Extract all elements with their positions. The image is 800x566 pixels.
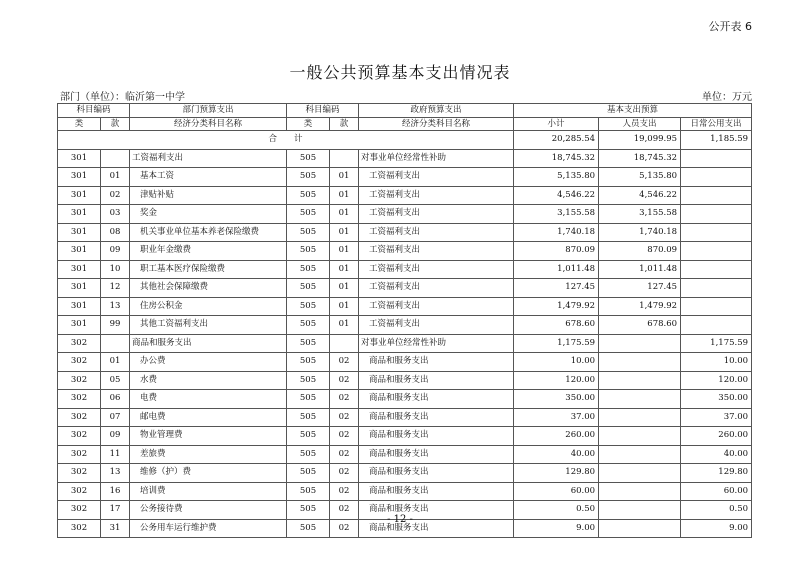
cell-lei: 301 (58, 279, 101, 298)
cell-kuan: 06 (101, 390, 130, 409)
cell-econ-name: 职工基本医疗保险缴费 (130, 260, 287, 279)
cell-gov-econ-name: 工资福利支出 (359, 205, 514, 224)
cell-gov-lei: 505 (287, 260, 330, 279)
header-dept-code: 科目编码 (58, 104, 130, 118)
cell-lei: 302 (58, 390, 101, 409)
table-row (58, 205, 752, 224)
cell-gov-kuan: 01 (330, 205, 359, 224)
cell-subtotal: 4,546.22 (514, 186, 599, 205)
cell-gov-kuan: 01 (330, 279, 359, 298)
table-row (58, 482, 752, 501)
cell-personnel (599, 464, 681, 483)
cell-econ-name: 差旅费 (130, 445, 287, 464)
table-row (58, 445, 752, 464)
cell-subtotal: 37.00 (514, 408, 599, 427)
cell-econ-name: 维修（护）费 (130, 464, 287, 483)
cell-gov-kuan: 02 (330, 390, 359, 409)
cell-gov-econ-name: 商品和服务支出 (359, 390, 514, 409)
cell-econ-name: 办公费 (130, 353, 287, 372)
cell-gov-kuan: 02 (330, 427, 359, 446)
header-basic-expense: 基本支出预算 (514, 104, 752, 118)
cell-gov-lei: 505 (287, 297, 330, 316)
cell-lei: 302 (58, 427, 101, 446)
cell-kuan: 09 (101, 242, 130, 261)
cell-gov-econ-name: 工资福利支出 (359, 186, 514, 205)
table-row (58, 223, 752, 242)
cell-gov-kuan: 02 (330, 353, 359, 372)
cell-kuan: 07 (101, 408, 130, 427)
cell-personnel (599, 482, 681, 501)
header-econ-name: 经济分类科目名称 (130, 117, 287, 131)
cell-gov-lei: 505 (287, 501, 330, 520)
cell-daily (681, 279, 752, 298)
cell-subtotal: 3,155.58 (514, 205, 599, 224)
cell-gov-econ-name: 商品和服务支出 (359, 408, 514, 427)
table-row (58, 316, 752, 335)
header-lei: 类 (58, 117, 101, 131)
header-dept-expense: 部门预算支出 (130, 104, 287, 118)
cell-kuan: 09 (101, 427, 130, 446)
cell-gov-lei: 505 (287, 149, 330, 168)
cell-gov-econ-name: 对事业单位经常性补助 (359, 149, 514, 168)
cell-subtotal: 129.80 (514, 464, 599, 483)
cell-gov-econ-name: 工资福利支出 (359, 297, 514, 316)
cell-subtotal: 1,479.92 (514, 297, 599, 316)
cell-subtotal: 40.00 (514, 445, 599, 464)
cell-daily: 260.00 (681, 427, 752, 446)
cell-daily (681, 316, 752, 335)
cell-kuan: 01 (101, 168, 130, 187)
cell-gov-econ-name: 工资福利支出 (359, 242, 514, 261)
page-number: - 12 - (387, 514, 413, 525)
cell-gov-econ-name: 商品和服务支出 (359, 464, 514, 483)
cell-lei: 301 (58, 260, 101, 279)
cell-daily: 40.00 (681, 445, 752, 464)
cell-personnel: 1,479.92 (599, 297, 681, 316)
cell-gov-econ-name: 工资福利支出 (359, 279, 514, 298)
cell-gov-econ-name: 商品和服务支出 (359, 445, 514, 464)
cell-kuan: 11 (101, 445, 130, 464)
cell-gov-econ-name: 商品和服务支出 (359, 482, 514, 501)
cell-daily (681, 260, 752, 279)
cell-econ-name: 职业年金缴费 (130, 242, 287, 261)
cell-lei: 302 (58, 464, 101, 483)
budget-table (57, 103, 752, 538)
cell-kuan (101, 149, 130, 168)
cell-subtotal: 0.50 (514, 501, 599, 520)
cell-econ-name: 商品和服务支出 (130, 334, 287, 353)
cell-gov-lei: 505 (287, 223, 330, 242)
cell-gov-econ-name: 商品和服务支出 (359, 501, 514, 520)
table-number: 公开表 6 (708, 20, 752, 33)
cell-gov-lei: 505 (287, 242, 330, 261)
cell-subtotal: 127.45 (514, 279, 599, 298)
cell-daily (681, 186, 752, 205)
cell-personnel: 3,155.58 (599, 205, 681, 224)
cell-kuan: 99 (101, 316, 130, 335)
cell-personnel (599, 445, 681, 464)
cell-gov-kuan: 02 (330, 371, 359, 390)
cell-gov-kuan: 02 (330, 501, 359, 520)
cell-gov-lei: 505 (287, 445, 330, 464)
table-row (58, 371, 752, 390)
cell-daily (681, 297, 752, 316)
cell-econ-name: 工资福利支出 (130, 149, 287, 168)
cell-gov-lei: 505 (287, 168, 330, 187)
cell-personnel (599, 334, 681, 353)
table-row (58, 408, 752, 427)
cell-gov-kuan: 02 (330, 482, 359, 501)
cell-gov-kuan: 01 (330, 168, 359, 187)
table-row (58, 168, 752, 187)
cell-gov-lei: 505 (287, 390, 330, 409)
cell-econ-name: 水费 (130, 371, 287, 390)
cell-lei: 301 (58, 223, 101, 242)
cell-gov-econ-name: 工资福利支出 (359, 260, 514, 279)
cell-kuan: 05 (101, 371, 130, 390)
table-row (58, 464, 752, 483)
cell-lei: 301 (58, 316, 101, 335)
cell-daily (681, 223, 752, 242)
cell-gov-kuan (330, 334, 359, 353)
cell-daily: 60.00 (681, 482, 752, 501)
cell-gov-econ-name: 工资福利支出 (359, 316, 514, 335)
cell-kuan: 13 (101, 297, 130, 316)
cell-gov-lei: 505 (287, 371, 330, 390)
cell-econ-name: 住房公积金 (130, 297, 287, 316)
cell-lei: 302 (58, 519, 101, 538)
cell-personnel (599, 390, 681, 409)
cell-personnel (599, 408, 681, 427)
cell-gov-lei: 505 (287, 427, 330, 446)
table-row (58, 334, 752, 353)
cell-daily: 0.50 (681, 501, 752, 520)
table-row (58, 242, 752, 261)
header-gov-econ-name: 经济分类科目名称 (359, 117, 514, 131)
table-row (58, 297, 752, 316)
cell-econ-name: 公务用车运行维护费 (130, 519, 287, 538)
cell-personnel: 18,745.32 (599, 149, 681, 168)
header-kuan: 款 (101, 117, 130, 131)
table-row (58, 427, 752, 446)
cell-personnel: 127.45 (599, 279, 681, 298)
cell-econ-name: 奖金 (130, 205, 287, 224)
cell-daily: 1,175.59 (681, 334, 752, 353)
header-gov-expense: 政府预算支出 (359, 104, 514, 118)
cell-subtotal: 678.60 (514, 316, 599, 335)
total-personnel: 19,099.95 (599, 131, 681, 150)
cell-econ-name: 物业管理费 (130, 427, 287, 446)
cell-gov-kuan: 02 (330, 464, 359, 483)
cell-subtotal: 10.00 (514, 353, 599, 372)
cell-daily: 120.00 (681, 371, 752, 390)
cell-gov-econ-name: 工资福利支出 (359, 223, 514, 242)
header-gov-code: 科目编码 (287, 104, 359, 118)
cell-gov-kuan: 01 (330, 186, 359, 205)
cell-subtotal: 260.00 (514, 427, 599, 446)
cell-lei: 301 (58, 149, 101, 168)
cell-kuan (101, 334, 130, 353)
cell-econ-name: 其他社会保障缴费 (130, 279, 287, 298)
cell-daily: 37.00 (681, 408, 752, 427)
total-row (58, 131, 752, 150)
cell-kuan: 31 (101, 519, 130, 538)
table-row (58, 186, 752, 205)
cell-daily: 129.80 (681, 464, 752, 483)
cell-econ-name: 津贴补贴 (130, 186, 287, 205)
cell-kuan: 10 (101, 260, 130, 279)
cell-gov-econ-name: 对事业单位经常性补助 (359, 334, 514, 353)
table-row (58, 390, 752, 409)
cell-subtotal: 1,011.48 (514, 260, 599, 279)
cell-econ-name: 电费 (130, 390, 287, 409)
cell-subtotal: 9.00 (514, 519, 599, 538)
cell-gov-lei: 505 (287, 519, 330, 538)
cell-lei: 302 (58, 501, 101, 520)
cell-econ-name: 培训费 (130, 482, 287, 501)
cell-kuan: 16 (101, 482, 130, 501)
cell-personnel: 678.60 (599, 316, 681, 335)
cell-subtotal: 1,175.59 (514, 334, 599, 353)
header-gov-lei: 类 (287, 117, 330, 131)
cell-subtotal: 120.00 (514, 371, 599, 390)
cell-kuan: 08 (101, 223, 130, 242)
cell-subtotal: 870.09 (514, 242, 599, 261)
cell-lei: 301 (58, 297, 101, 316)
cell-lei: 301 (58, 242, 101, 261)
cell-kuan: 17 (101, 501, 130, 520)
cell-gov-lei: 505 (287, 186, 330, 205)
cell-lei: 302 (58, 371, 101, 390)
cell-kuan: 02 (101, 186, 130, 205)
table-row (58, 279, 752, 298)
cell-kuan: 12 (101, 279, 130, 298)
cell-subtotal: 5,135.80 (514, 168, 599, 187)
cell-gov-kuan: 02 (330, 408, 359, 427)
cell-gov-lei: 505 (287, 482, 330, 501)
cell-gov-econ-name: 商品和服务支出 (359, 353, 514, 372)
cell-daily: 350.00 (681, 390, 752, 409)
cell-gov-kuan: 01 (330, 316, 359, 335)
cell-gov-kuan: 02 (330, 445, 359, 464)
cell-gov-kuan: 01 (330, 260, 359, 279)
cell-lei: 302 (58, 408, 101, 427)
cell-econ-name: 机关事业单位基本养老保险缴费 (130, 223, 287, 242)
cell-lei: 302 (58, 334, 101, 353)
cell-subtotal: 1,740.18 (514, 223, 599, 242)
header-personnel: 人员支出 (599, 117, 681, 131)
cell-daily: 9.00 (681, 519, 752, 538)
table-row (58, 353, 752, 372)
header-subtotal: 小计 (514, 117, 599, 131)
cell-gov-lei: 505 (287, 205, 330, 224)
table-row (58, 260, 752, 279)
cell-subtotal: 60.00 (514, 482, 599, 501)
cell-lei: 301 (58, 168, 101, 187)
cell-gov-econ-name: 商品和服务支出 (359, 371, 514, 390)
cell-gov-lei: 505 (287, 279, 330, 298)
cell-gov-kuan: 02 (330, 519, 359, 538)
cell-daily: 10.00 (681, 353, 752, 372)
cell-gov-econ-name: 商品和服务支出 (359, 519, 514, 538)
cell-personnel (599, 353, 681, 372)
cell-lei: 302 (58, 353, 101, 372)
cell-gov-lei: 505 (287, 353, 330, 372)
table-row (58, 149, 752, 168)
cell-kuan: 03 (101, 205, 130, 224)
cell-daily (681, 168, 752, 187)
cell-lei: 301 (58, 205, 101, 224)
cell-personnel: 870.09 (599, 242, 681, 261)
cell-gov-kuan: 01 (330, 223, 359, 242)
cell-gov-lei: 505 (287, 408, 330, 427)
cell-lei: 302 (58, 482, 101, 501)
total-label: 合 计 (58, 131, 514, 150)
cell-personnel: 5,135.80 (599, 168, 681, 187)
page-title: 一般公共预算基本支出情况表 (289, 63, 511, 82)
cell-econ-name: 其他工资福利支出 (130, 316, 287, 335)
cell-econ-name: 邮电费 (130, 408, 287, 427)
cell-personnel: 1,740.18 (599, 223, 681, 242)
cell-daily (681, 149, 752, 168)
cell-subtotal: 18,745.32 (514, 149, 599, 168)
cell-daily (681, 242, 752, 261)
cell-econ-name: 公务接待费 (130, 501, 287, 520)
total-daily: 1,185.59 (681, 131, 752, 150)
cell-lei: 301 (58, 186, 101, 205)
cell-lei: 302 (58, 445, 101, 464)
cell-personnel: 1,011.48 (599, 260, 681, 279)
cell-personnel (599, 371, 681, 390)
cell-kuan: 13 (101, 464, 130, 483)
cell-gov-lei: 505 (287, 334, 330, 353)
cell-daily (681, 205, 752, 224)
header-gov-kuan: 款 (330, 117, 359, 131)
cell-gov-lei: 505 (287, 464, 330, 483)
cell-gov-econ-name: 商品和服务支出 (359, 427, 514, 446)
cell-personnel: 4,546.22 (599, 186, 681, 205)
header-daily: 日常公用支出 (681, 117, 752, 131)
total-subtotal: 20,285.54 (514, 131, 599, 150)
cell-subtotal: 350.00 (514, 390, 599, 409)
cell-econ-name: 基本工资 (130, 168, 287, 187)
cell-gov-kuan (330, 149, 359, 168)
unit-label: 单位：万元 (702, 92, 752, 103)
cell-gov-kuan: 01 (330, 242, 359, 261)
cell-personnel (599, 427, 681, 446)
cell-gov-lei: 505 (287, 316, 330, 335)
cell-kuan: 01 (101, 353, 130, 372)
cell-gov-econ-name: 工资福利支出 (359, 168, 514, 187)
department-label: 部门（单位）：临沂第一中学 (60, 92, 185, 103)
cell-gov-kuan: 01 (330, 297, 359, 316)
